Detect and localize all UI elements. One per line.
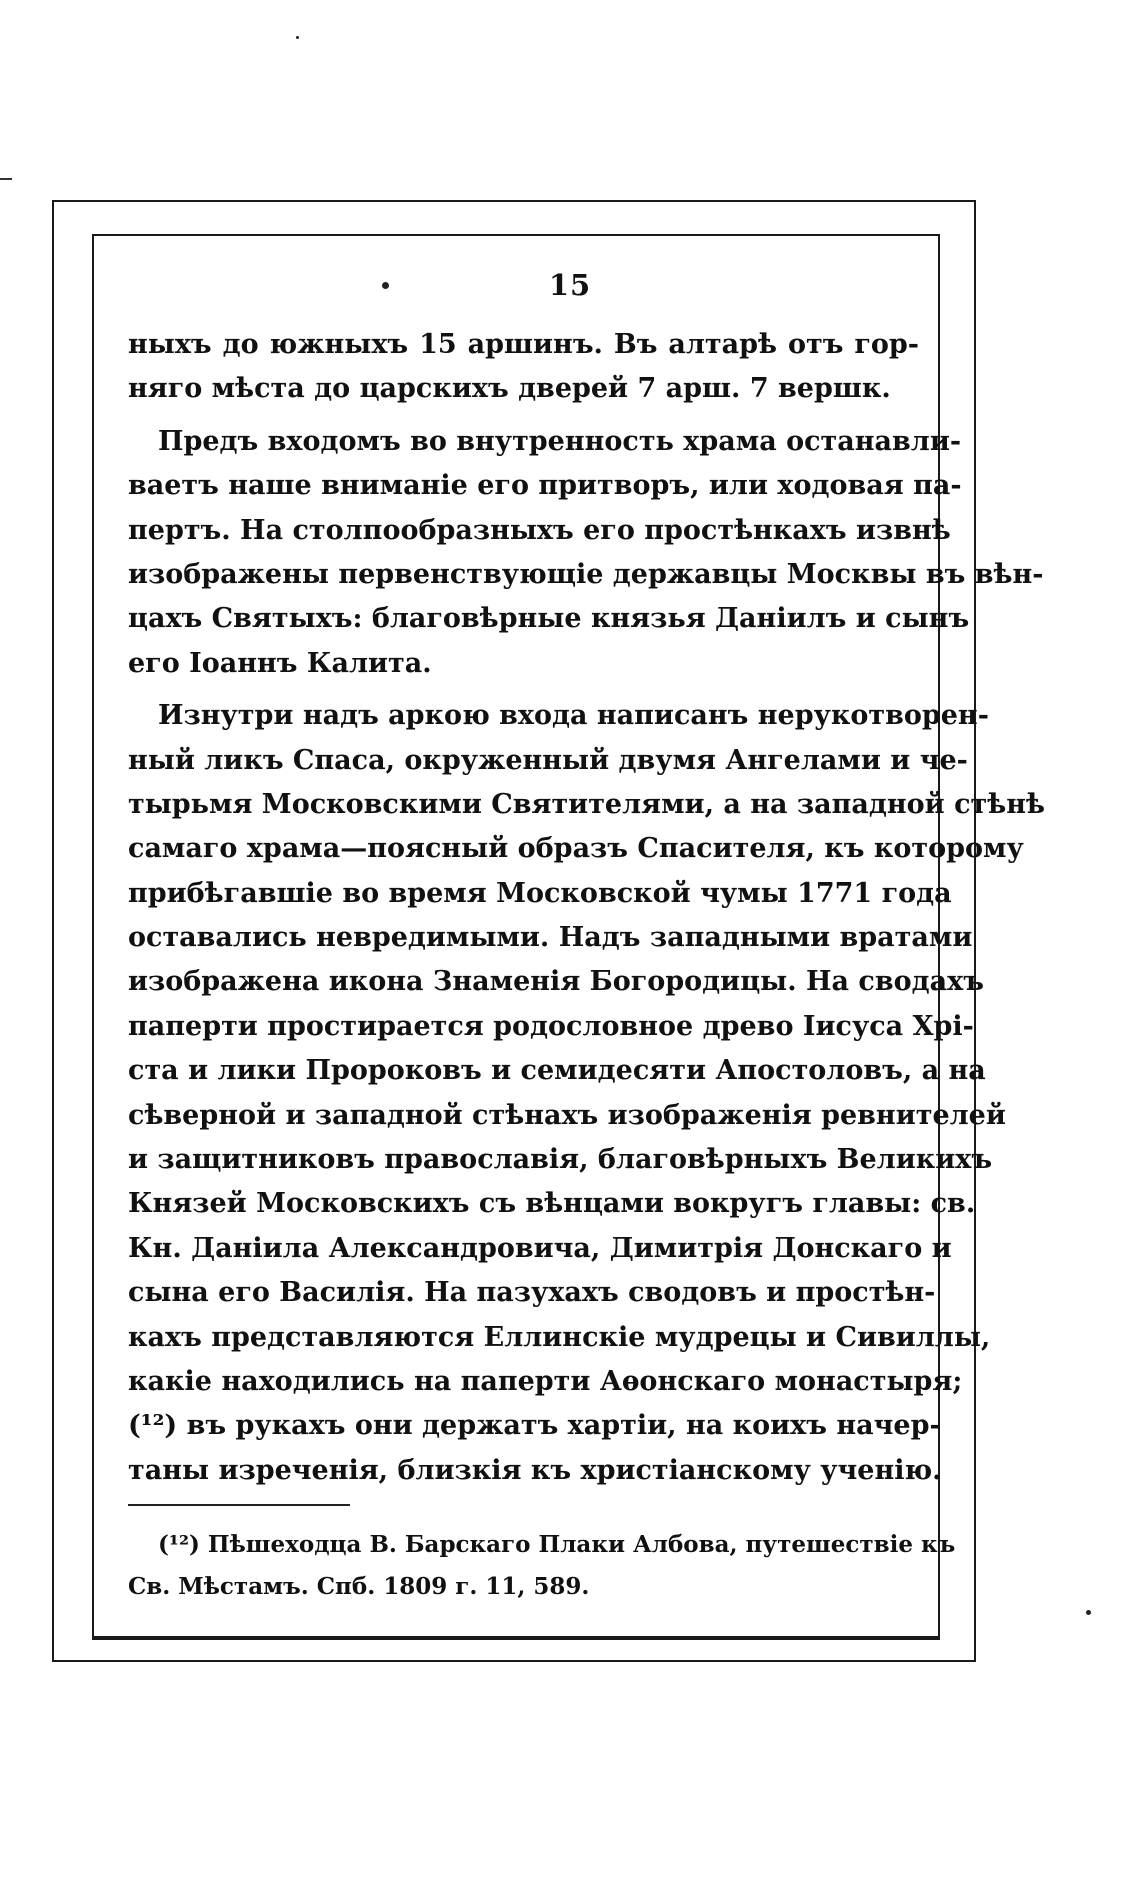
body-line: паперти простирается родословное древо Іисуса Хрі- bbox=[128, 1010, 974, 1042]
body-paragraph bbox=[128, 323, 919, 412]
body-line: ста и лики Пророковъ и семидесяти Апостоловъ, а на bbox=[128, 1055, 986, 1087]
ink-speck bbox=[1086, 1610, 1091, 1615]
footnote-rule bbox=[128, 1504, 350, 1506]
body-line: самаго храма—поясный образъ Спасителя, къ которому bbox=[128, 833, 1024, 865]
body-paragraph bbox=[128, 694, 1045, 1493]
footnote-line: (¹²) Пѣшеходца В. Барскаго Плаки Албова, путешествіе къ bbox=[158, 1531, 956, 1558]
body-line: Князей Московскихъ съ вѣнцами вокругъ главы: св. bbox=[128, 1188, 976, 1220]
body-line: сына его Василія. На пазухахъ сводовъ и простѣн- bbox=[128, 1277, 936, 1309]
body-line: изображена икона Знаменія Богородицы. На сводахъ bbox=[128, 966, 984, 998]
footnote bbox=[128, 1524, 956, 1616]
body-line: кахъ представляются Еллинскіе мудрецы и Сивиллы, bbox=[128, 1321, 991, 1353]
body-line: пертъ. На столпообразныхъ его простѣнкахъ извнѣ bbox=[128, 514, 951, 546]
footnote-paragraph bbox=[128, 1524, 956, 1608]
body-line: какіе находились на паперти Аѳонскаго монастыря; bbox=[128, 1365, 963, 1397]
body-line: сѣверной и западной стѣнахъ изображенія ревнителей bbox=[128, 1099, 1006, 1131]
body-line: таны изреченія, близкія къ христіанскому ученію. bbox=[128, 1454, 942, 1486]
ink-speck bbox=[296, 36, 299, 39]
body-paragraph bbox=[128, 420, 1044, 686]
body-line: цахъ Святыхъ: благовѣрные князья Даніилъ и сынъ bbox=[128, 603, 970, 635]
body-line: ваетъ наше вниманіе его притворъ, или ходовая па- bbox=[128, 470, 962, 502]
body-line: Изнутри надъ аркою входа написанъ нерукотворен- bbox=[158, 700, 989, 732]
body-line: ныхъ до южныхъ 15 аршинъ. Въ алтарѣ отъ гор- bbox=[128, 329, 919, 360]
body-line: его Іоаннъ Калита. bbox=[128, 647, 432, 679]
body-line: и защитниковъ православія, благовѣрныхъ Великихъ bbox=[128, 1144, 993, 1176]
footnote-line: Св. Мѣстамъ. Спб. 1809 г. 11, 589. bbox=[128, 1573, 590, 1600]
page-number: 15 bbox=[548, 268, 592, 302]
body-text bbox=[128, 323, 1045, 1501]
body-line: прибѣгавшіе во время Московской чумы 1771 года bbox=[128, 877, 952, 909]
body-line: тырьмя Московскими Святителями, а на западной стѣнѣ bbox=[128, 788, 1045, 820]
body-line: (¹²) въ рукахъ они держатъ хартіи, на коихъ начер- bbox=[128, 1410, 941, 1442]
body-line: оставались невредимыми. Надъ западными вратами bbox=[128, 922, 973, 954]
body-line: Предъ входомъ во внутренность храма останавли- bbox=[158, 425, 962, 457]
body-line: няго мѣста до царскихъ дверей 7 арш. 7 вершк. bbox=[128, 373, 891, 405]
body-line: ный ликъ Спаса, окруженный двумя Ангелами и че- bbox=[128, 744, 968, 776]
body-line: Кн. Даніила Александровича, Димитрія Донскаго и bbox=[128, 1232, 952, 1264]
body-line: изображены первенствующіе державцы Москвы въ вѣн- bbox=[128, 558, 1044, 590]
edge-mark bbox=[0, 178, 12, 180]
